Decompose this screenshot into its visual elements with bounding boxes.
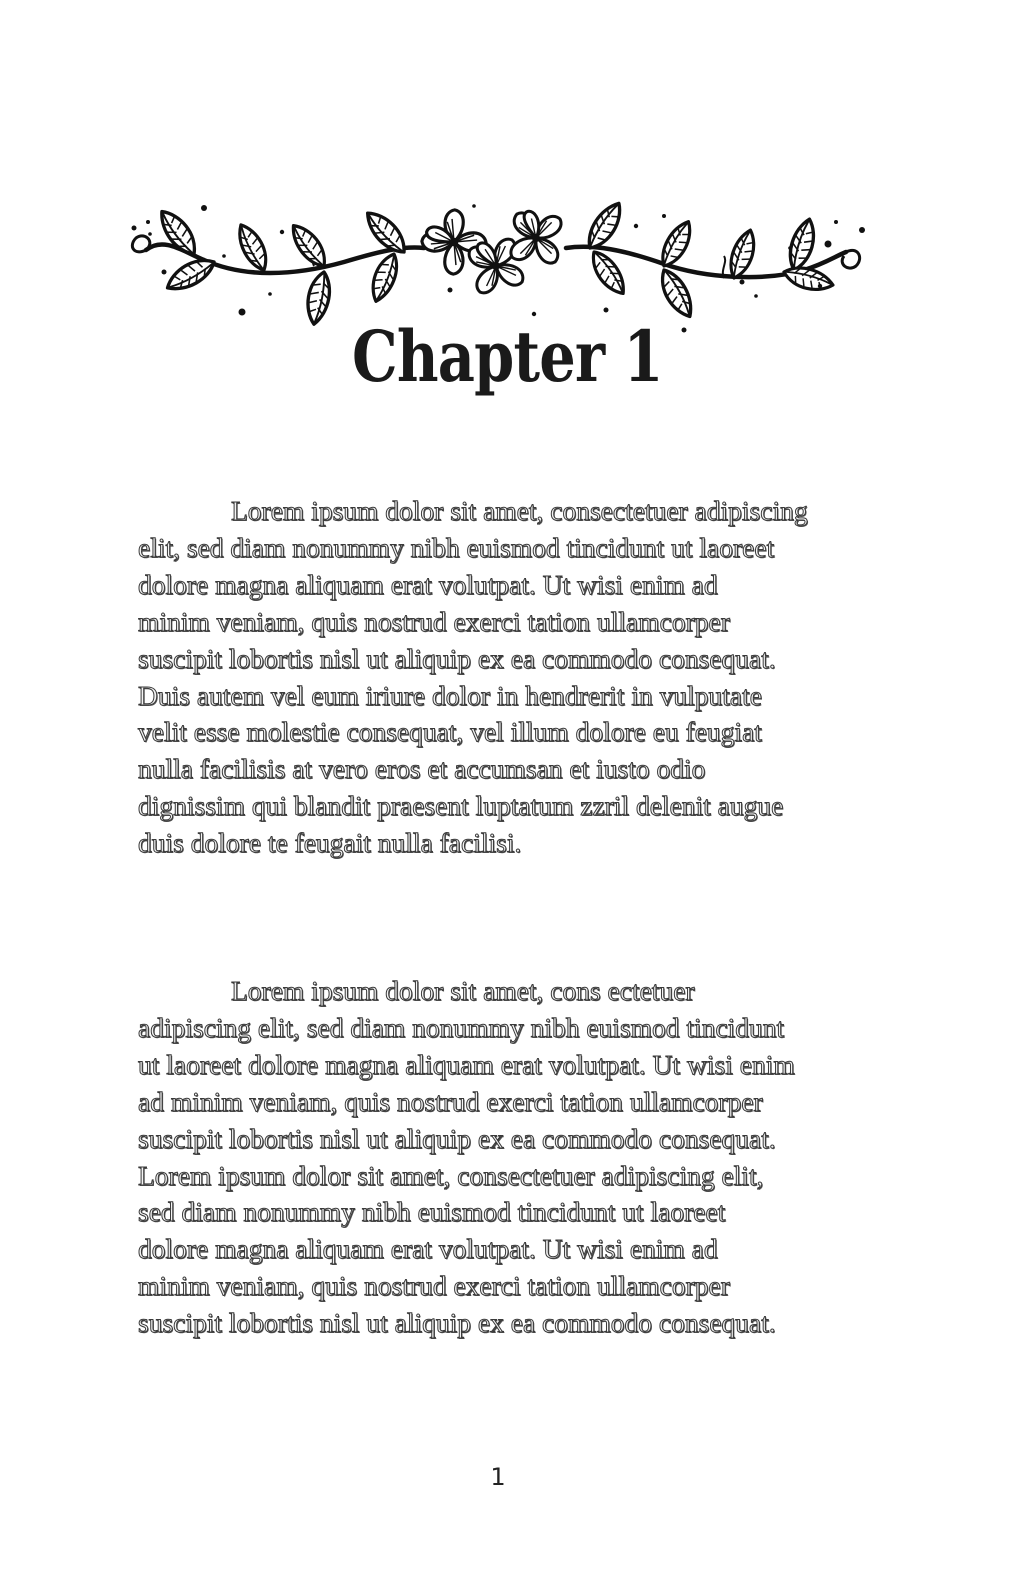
paragraph-line: Lorem ipsum dolor sit amet, consectetuer adipiscing: [231, 495, 808, 526]
paragraph-line: elit, sed diam nonummy nibh euismod tincidunt ut laoreet: [138, 531, 775, 563]
paragraph-line: duis dolore te feugait nulla facilisi.: [138, 827, 522, 859]
paragraph-1: [138, 493, 908, 862]
paragraph-line: dolore magna aliquam erat volutpat. Ut wisi enim ad: [138, 1233, 718, 1265]
paragraph-line: suscipit lobortis nisl ut aliquip ex ea commodo consequat.: [138, 1307, 776, 1339]
paragraph-line: dolore magna aliquam erat volutpat. Ut wisi enim ad: [138, 568, 718, 600]
paragraph-line: suscipit lobortis nisl ut aliquip ex ea commodo consequat.: [138, 642, 776, 674]
paragraph-line: velit esse molestie consequat, vel illum dolore eu feugiat: [138, 716, 762, 748]
paragraph-line: sed diam nonummy nibh euismod tincidunt ut laoreet: [138, 1196, 726, 1228]
paragraph-line: Lorem ipsum dolor sit amet, consectetuer adipiscing elit,: [138, 1159, 764, 1191]
paragraph-line: dignissim qui blandit praesent luptatum zzril delenit augue: [138, 790, 784, 822]
paragraph-line: adipiscing elit, sed diam nonummy nibh euismod tincidunt: [138, 1011, 785, 1043]
paragraph-line: nulla facilisis at vero eros et accumsan et iusto odio: [138, 753, 706, 785]
paragraph-line: ad minim veniam, quis nostrud exerci tation ullamcorper: [138, 1085, 763, 1117]
paragraph-line: suscipit lobortis nisl ut aliquip ex ea commodo consequat.: [138, 1122, 776, 1154]
paragraph-line: Lorem ipsum dolor sit amet, cons ectetuer: [231, 975, 695, 1006]
paragraph-line: ut laoreet dolore magna aliquam erat volutpat. Ut wisi enim: [138, 1048, 795, 1080]
chapter-title: Chapter 1: [352, 315, 663, 398]
page-number: 1: [490, 1463, 506, 1491]
paragraph-2: [138, 973, 908, 1342]
paragraph-line: Duis autem vel eum iriure dolor in hendrerit in vulputate: [138, 679, 762, 711]
paragraph-line: minim veniam, quis nostrud exerci tation ullamcorper: [138, 1270, 730, 1302]
paragraph-line: minim veniam, quis nostrud exerci tation ullamcorper: [138, 605, 730, 637]
